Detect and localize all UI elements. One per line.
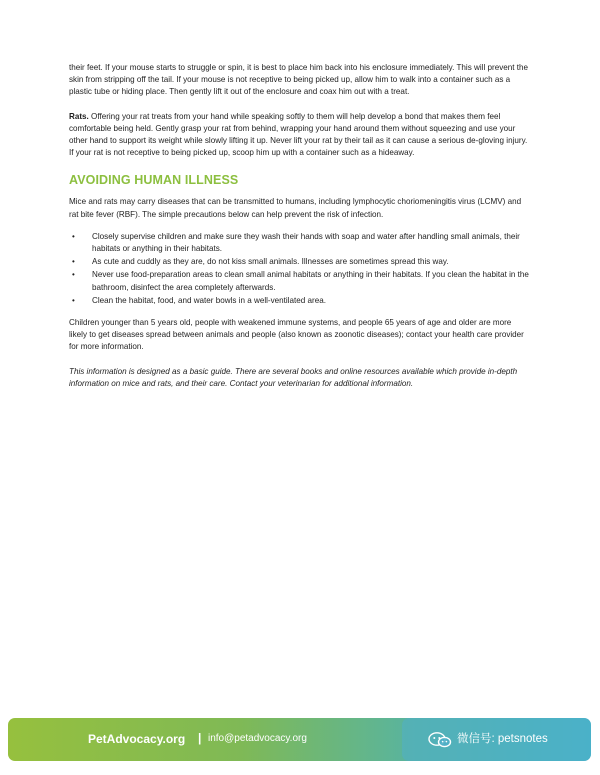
list-item-text: Never use food-preparation areas to clean small animal habitats or anything in their habitats. If you clean the habitat in the bathroom, disinfect the area completely afterwards. xyxy=(92,270,529,292)
rats-paragraph xyxy=(69,111,531,160)
section-heading: AVOIDING HUMAN ILLNESS xyxy=(69,173,239,188)
list-item xyxy=(69,256,531,268)
intro-paragraph: Mice and rats may carry diseases that can be transmitted to humans, including lymphocytic choriomeningitis virus (LCMV) and rat bite fever (RBF). The simple precautions below can help prevent the risk of infection. xyxy=(69,197,522,219)
footer-separator: | xyxy=(198,731,202,745)
rats-label: Rats. xyxy=(69,111,89,121)
bullet-icon: • xyxy=(72,270,75,280)
rats-text: Offering your rat treats from your hand while speaking softly to them will help develop a bond that makes them feel comfortable being held. Gently grasp your rat from behind, wrapping your hand around them without squeezing and use your other hand to support its weight while slowly lifting it up. Never lift your rat by their tail as it can cause a serious de-gloving injury. If your rat is not receptive to being picked up, scoop him up with a container such as a hideaway. xyxy=(69,111,528,158)
list-item-text: Closely supervise children and make sure they wash their hands with soap and water after handling small animals, their habitats or anything in their habitats. xyxy=(92,231,520,254)
list-item-text: As cute and cuddly as they are, do not kiss small animals. Illnesses are sometimes spread this way. xyxy=(92,257,449,267)
list-item xyxy=(69,269,531,293)
list-item xyxy=(69,231,531,255)
document-body xyxy=(69,62,531,390)
list-item xyxy=(69,295,531,307)
bullet-icon: • xyxy=(72,295,75,305)
footer-site-link[interactable]: PetAdvocacy.org xyxy=(88,732,186,746)
mouse-handling-paragraph: their feet. If your mouse starts to struggle or spin, it is best to place him back into his enclosure immediately. This will prevent the skin from stripping off the tail. If your mouse is not receptive to being picked up, allow him to walk into a container such as a plastic tube or hiding place. Then gently lift it out of the enclosure and coax him out with a treat. xyxy=(69,63,528,97)
bullet-icon: • xyxy=(72,257,75,267)
risk-paragraph: Children younger than 5 years old, people with weakened immune systems, and people 65 years of age and older are more likely to get diseases spread between animals and people (also known as zoonotic diseases); contact your health care provider for more information. xyxy=(69,318,524,352)
bullet-icon: • xyxy=(72,231,75,241)
disclaimer-note: This information is designed as a basic guide. There are several books and online resources available which provide in-depth information on mice and rats, and their care. Contact your veterinarian for additional information. xyxy=(69,366,518,388)
precautions-list xyxy=(69,231,531,307)
wechat-watermark xyxy=(402,718,591,761)
footer-email-link[interactable]: info@petadvocacy.org xyxy=(208,733,307,744)
list-item-text: Clean the habitat, food, and water bowls in a well-ventilated area. xyxy=(92,295,326,305)
wechat-icon xyxy=(428,732,452,748)
wechat-id-text: 微信号: petsnotes xyxy=(457,733,548,745)
